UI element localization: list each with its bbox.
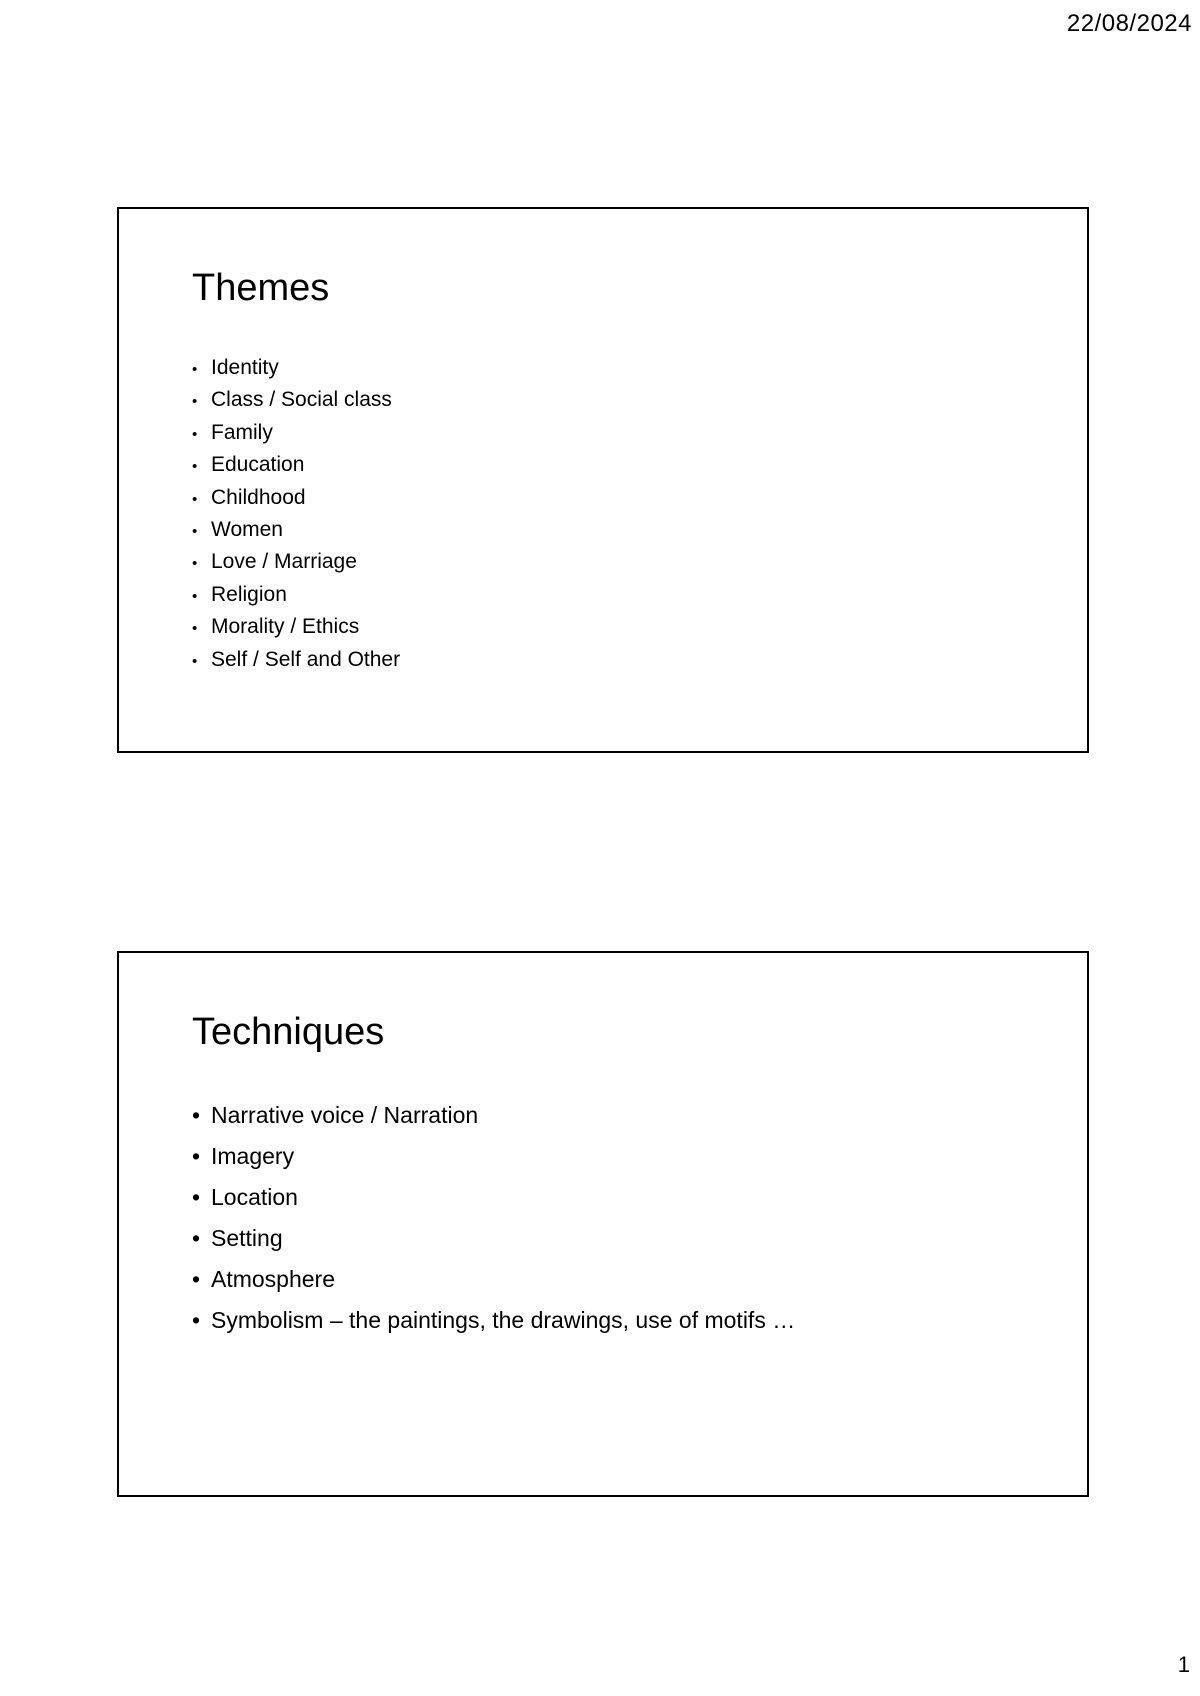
list-item-label: Identity — [211, 356, 279, 379]
list-item — [192, 1259, 795, 1300]
bullet-icon: • — [192, 620, 198, 638]
list-item-label: Narrative voice / Narration — [211, 1102, 479, 1128]
bullet-list — [192, 1095, 795, 1341]
list-item — [192, 1095, 795, 1136]
bullet-icon: • — [192, 425, 198, 443]
bullet-icon: • — [192, 393, 198, 411]
list-item-label: Religion — [211, 582, 287, 606]
list-item-label: Class / Social class — [211, 388, 392, 412]
bullet-icon: • — [192, 587, 198, 605]
list-item — [192, 1136, 795, 1177]
page-date: 22/08/2024 — [1066, 10, 1192, 37]
bullet-icon: • — [192, 652, 198, 670]
slide-title: Themes — [192, 267, 330, 309]
list-item-label: Symbolism – the paintings, the drawings, use of motifs … — [211, 1307, 796, 1333]
bullet-icon: • — [192, 1266, 201, 1292]
list-item — [192, 644, 400, 676]
list-item — [192, 611, 400, 643]
list-item-label: Morality / Ethics — [211, 615, 360, 639]
bullet-icon: • — [192, 1102, 201, 1128]
list-item-label: Women — [211, 517, 283, 541]
bullet-icon: • — [192, 555, 198, 573]
list-item — [192, 1300, 795, 1341]
list-item-label: Location — [211, 1184, 298, 1210]
bullet-icon: • — [192, 1184, 201, 1210]
list-item-label: Family — [211, 420, 273, 444]
list-item-label: Setting — [211, 1225, 283, 1251]
list-item-label: Love / Marriage — [211, 550, 357, 574]
list-item — [192, 579, 400, 611]
bullet-icon: • — [192, 1143, 201, 1169]
list-item-label: Atmosphere — [211, 1266, 336, 1292]
list-item — [192, 352, 400, 384]
bullet-icon: • — [192, 490, 198, 508]
bullet-icon: • — [192, 1307, 201, 1333]
list-item — [192, 514, 400, 546]
list-item — [192, 384, 400, 416]
bullet-icon: • — [192, 522, 198, 540]
slide-techniques — [117, 951, 1089, 1497]
list-item — [192, 546, 400, 578]
list-item — [192, 1218, 795, 1259]
list-item-label: Imagery — [211, 1143, 295, 1169]
slide-title: Techniques — [192, 1011, 385, 1053]
bullet-list — [192, 352, 400, 676]
bullet-icon: • — [192, 1225, 201, 1251]
list-item — [192, 1177, 795, 1218]
bullet-icon: • — [192, 361, 198, 378]
list-item — [192, 417, 400, 449]
list-item-label: Childhood — [211, 485, 306, 509]
list-item — [192, 482, 400, 514]
list-item-label: Self / Self and Other — [211, 647, 401, 671]
list-item-label: Education — [211, 453, 305, 477]
list-item — [192, 449, 400, 481]
slide-themes — [117, 207, 1089, 753]
bullet-icon: • — [192, 458, 198, 476]
page-number: 1 — [1177, 1652, 1190, 1677]
